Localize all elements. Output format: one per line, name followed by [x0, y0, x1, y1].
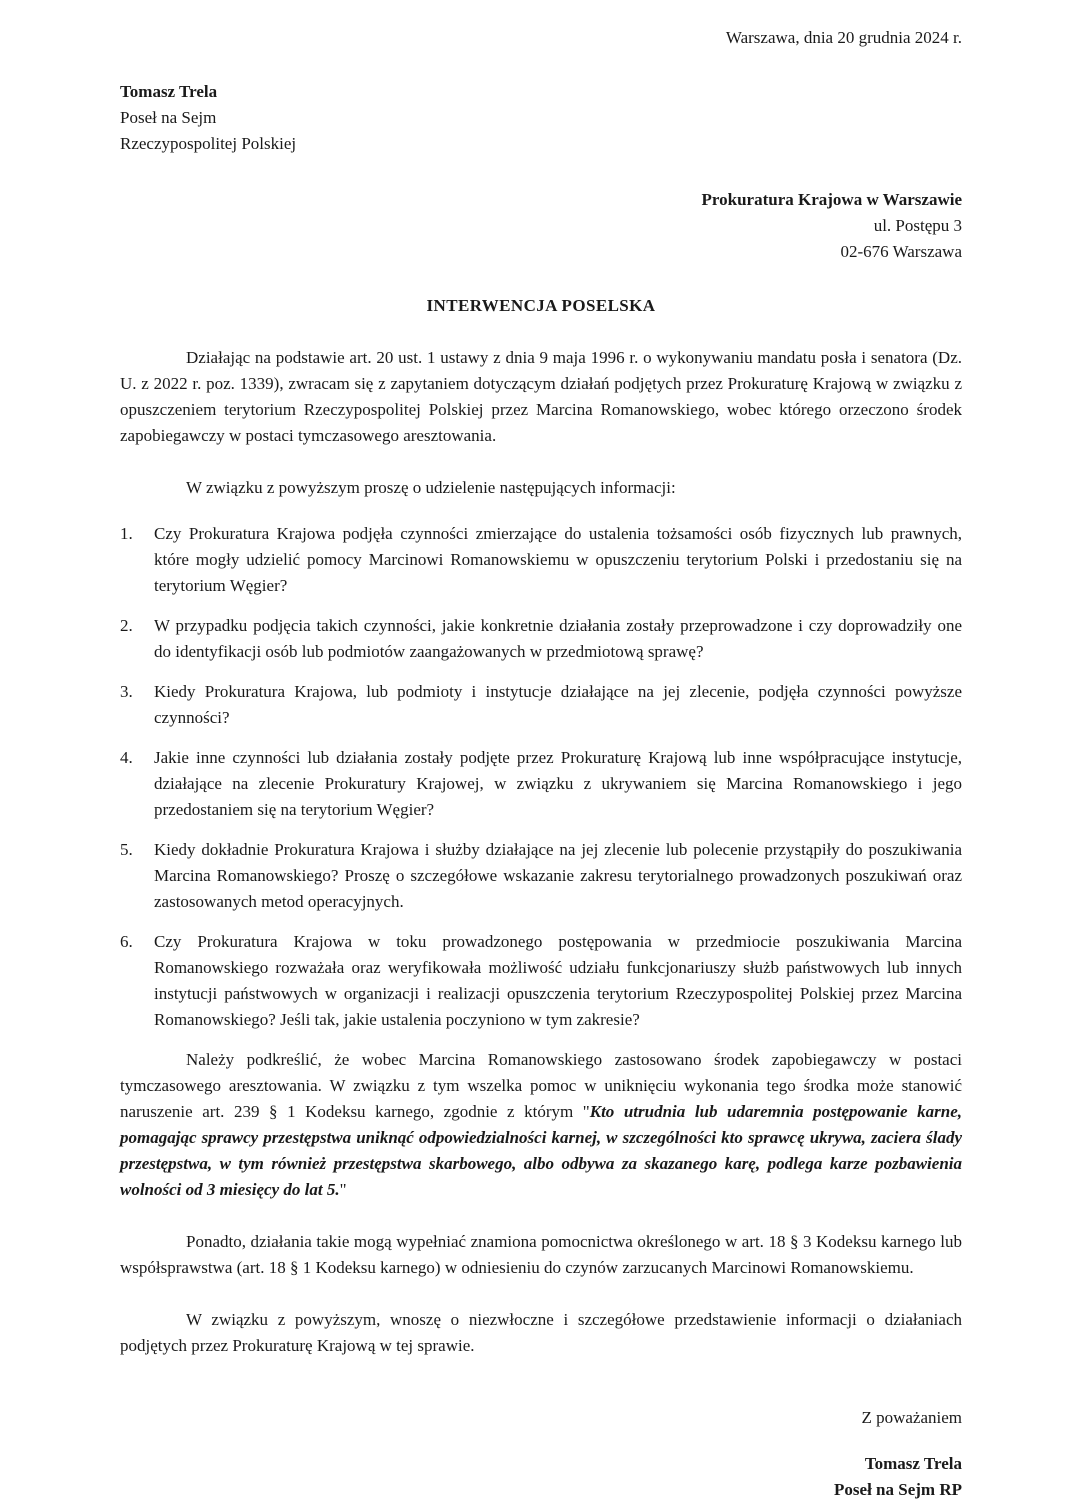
legal-paragraph-suffix: ": [339, 1180, 347, 1199]
sender-role: Poseł na Sejm: [120, 108, 217, 127]
signature-block: [120, 1451, 962, 1503]
signature-name: Tomasz Trela: [864, 1454, 962, 1473]
question-number: 4.: [120, 748, 133, 767]
question-item-5: [120, 837, 962, 915]
question-number: 6.: [120, 932, 133, 951]
question-number: 3.: [120, 682, 133, 701]
recipient-block: [120, 187, 962, 265]
question-number: 1.: [120, 524, 133, 543]
sender-name: Tomasz Trela: [120, 82, 218, 101]
question-text: Czy Prokuratura Krajowa w toku prowadzonego postępowania w przedmiocie poszukiwania Marcina Romanowskiego rozważała oraz weryfikowała możliwość udziału funkcjonariuszy służb państwowych lub innych instytucji państwowych w organizacji i realizacji opuszczenia terytorium Rzeczypospolitej Polskiej przez Marcina Romanowskiego? Jeśli tak, jakie ustalenia poczyniono w tym zakresie?: [154, 932, 962, 1029]
question-text: Kiedy Prokuratura Krajowa, lub podmioty i instytucje działające na jej zlecenie, podjęła czynności powyższe czynności?: [154, 682, 962, 727]
request-line: W związku z powyższym proszę o udzielenie następujących informacji:: [186, 478, 676, 497]
question-item-4: [120, 745, 962, 823]
question-item-3: [120, 679, 962, 731]
recipient-street: ul. Postępu 3: [873, 216, 962, 235]
closing-paragraph: W związku z powyższym, wnoszę o niezwłoczne i szczegółowe przedstawienie informacji o działaniach podjętych przez Prokuraturę Krajową w tej sprawie.: [120, 1310, 962, 1355]
question-text: Jakie inne czynności lub działania zostały podjęte przez Prokuraturę Krajową lub inne współpracujące instytucje, działające na zlecenie Prokuratury Krajowej, w związku z ukrywaniem się Marcina Romanowskiego i jego przedostaniem się na terytorium Węgier?: [154, 748, 962, 819]
question-text: Kiedy dokładnie Prokuratura Krajowa i służby działające na jej zlecenie lub polecenie przystąpiły do poszukiwania Marcina Romanowskiego? Proszę o szczegółowe wskazanie zakresu terytorialnego prowadzonych poszukiwań oraz zastosowanych metod operacyjnych.: [154, 840, 962, 911]
question-text: W przypadku podjęcia takich czynności, jakie konkretnie działania zostały przeprowadzone i czy doprowadziły one do identyfikacji osób lub podmiotów zaangażowanych w przedmiotową sprawę?: [154, 616, 962, 661]
signature-title: Poseł na Sejm RP: [834, 1480, 962, 1499]
question-item-6: [120, 929, 962, 1033]
sender-block: [120, 79, 962, 157]
recipient-city: 02-676 Warszawa: [840, 242, 962, 261]
legal-paragraph-prefix: Należy podkreślić, że wobec Marcina Romanowskiego zastosowano środek zapobiegawczy w postaci tymczasowego aresztowania. W związku z tym wszelka pomoc w uniknięciu wykonania tego środka może stanowić naruszenie art. 239 § 1 Kodeksu karnego, zgodnie z którym ": [120, 1050, 962, 1121]
date-line: Warszawa, dnia 20 grudnia 2024 r.: [725, 28, 962, 47]
aiding-paragraph: Ponadto, działania takie mogą wypełniać znamiona pomocnictwa określonego w art. 18 § 3 Kodeksu karnego lub współsprawstwa (art. 18 § 1 Kodeksu karnego) w odniesieniu do czynów zarzucanych Marcinowi Romanowskiemu.: [120, 1232, 962, 1277]
question-text: Czy Prokuratura Krajowa podjęła czynności zmierzające do ustalenia tożsamości osób fizycznych lub prawnych, które mogły udzielić pomocy Marcinowi Romanowskiemu w opuszczeniu terytorium Polski i przedostaniu się na terytorium Węgier?: [154, 524, 962, 595]
question-item-2: [120, 613, 962, 665]
document-title: INTERWENCJA POSELSKA: [426, 296, 656, 315]
question-number: 2.: [120, 616, 133, 635]
legal-quote: Kto utrudnia lub udaremnia postępowanie karne, pomagając sprawcy przestępstwa uniknąć odpowiedzialności karnej, w szczególności kto sprawcę ukrywa, zaciera ślady przestępstwa, w tym również przestępstwa skarbowego, albo odbywa za skazanego karę, podlega karze pozbawienia wolności od 3 miesięcy do lat 5.: [120, 1102, 962, 1199]
question-item-1: [120, 521, 962, 599]
questions-list: [120, 521, 962, 1033]
valediction: Z poważaniem: [861, 1408, 962, 1427]
recipient-name: Prokuratura Krajowa w Warszawie: [701, 190, 962, 209]
intro-paragraph: Działając na podstawie art. 20 ust. 1 ustawy z dnia 9 maja 1996 r. o wykonywaniu mandatu posła i senatora (Dz. U. z 2022 r. poz. 1339), zwracam się z zapytaniem dotyczącym działań podjętych przez Prokuraturę Krajową w związku z opuszczeniem terytorium Rzeczypospolitej Polskiej przez Marcina Romanowskiego, wobec którego orzeczono środek zapobiegawczy w postaci tymczasowego aresztowania.: [120, 348, 962, 445]
legal-paragraph: [120, 1047, 962, 1203]
question-number: 5.: [120, 840, 133, 859]
sender-org: Rzeczypospolitej Polskiej: [120, 134, 297, 153]
